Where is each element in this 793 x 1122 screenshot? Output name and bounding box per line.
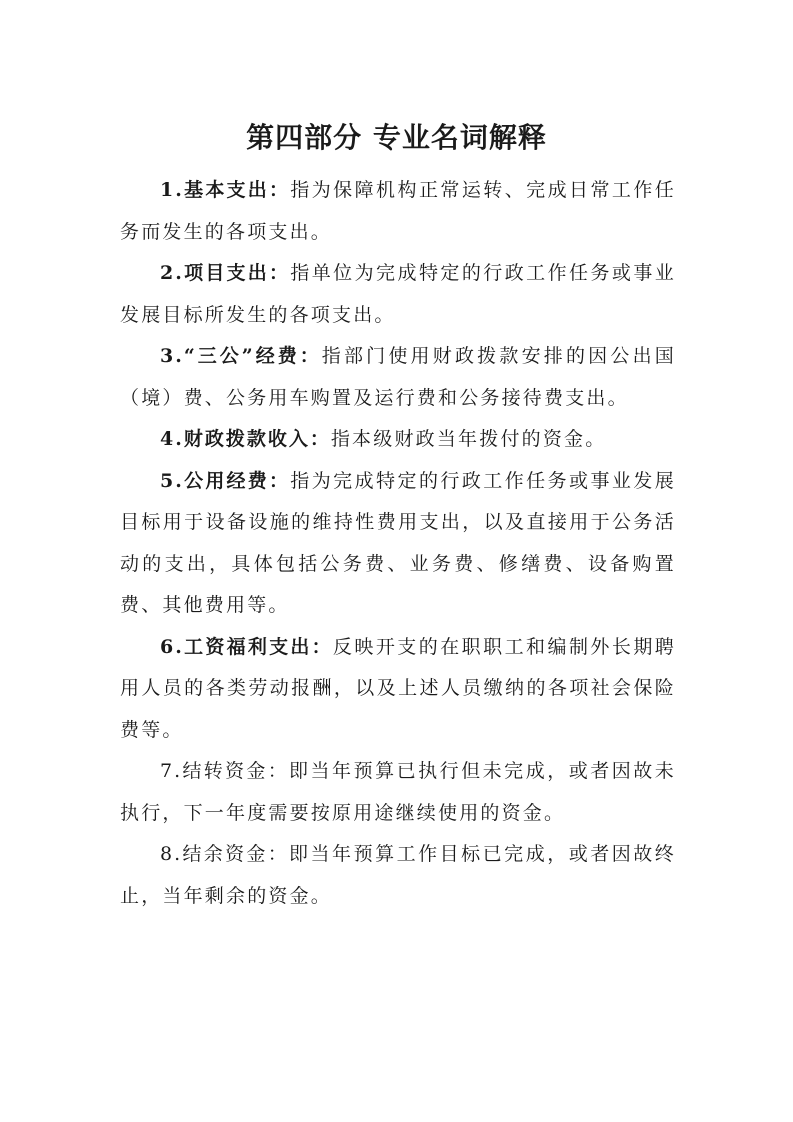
term-definition: 指为完成特定的行政工作任务或事业发展目标用于设备设施的维持性费用支出，以及直接用于公务活动的支出，具体包括公务费、业务费、修缮费、设备购置费、其他费用等。: [120, 469, 676, 616]
term-definition: 即当年预算已执行但未完成，或者因故未执行，下一年度需要按原用途继续使用的资金。: [120, 760, 676, 824]
term-definition: 指部门使用财政拨款安排的因公出国（境）费、公务用车购置及运行费和公务接待费支出。: [120, 345, 676, 409]
definitions-list: [120, 170, 676, 917]
term-label: 7.结转资金：: [160, 760, 290, 782]
term-definition: 指单位为完成特定的行政工作任务或事业发展目标所发生的各项支出。: [120, 262, 676, 326]
term-label: 8.结余资金：: [160, 843, 290, 865]
term-label: 6.工资福利支出：: [160, 635, 333, 658]
definition-item-4: [120, 419, 676, 461]
term-definition: 反映开支的在职职工和编制外长期聘用人员的各类劳动报酬，以及上述人员缴纳的各项社会保险费等。: [120, 635, 676, 741]
term-definition: 指本级财政当年拨付的资金。: [330, 428, 607, 450]
term-label: 4.财政拨款收入：: [160, 428, 331, 450]
definition-item-1: [120, 170, 676, 253]
term-label: 1.基本支出：: [160, 179, 291, 201]
term-label: 2.项目支出：: [160, 262, 291, 284]
definition-item-8: [120, 834, 676, 917]
term-label: 5.公用经费：: [160, 469, 291, 492]
definition-item-2: [120, 253, 676, 336]
definition-item-7: [120, 751, 676, 834]
term-definition: 即当年预算工作目标已完成，或者因故终止，当年剩余的资金。: [120, 843, 676, 907]
definition-item-5: [120, 461, 676, 627]
definition-item-3: [120, 336, 676, 419]
term-label: 3.“三公”经费：: [160, 345, 322, 367]
definition-item-6: [120, 627, 676, 752]
page-title: 第四部分 专业名词解释: [246, 121, 547, 154]
term-definition: 指为保障机构正常运转、完成日常工作任务而发生的各项支出。: [120, 179, 676, 243]
